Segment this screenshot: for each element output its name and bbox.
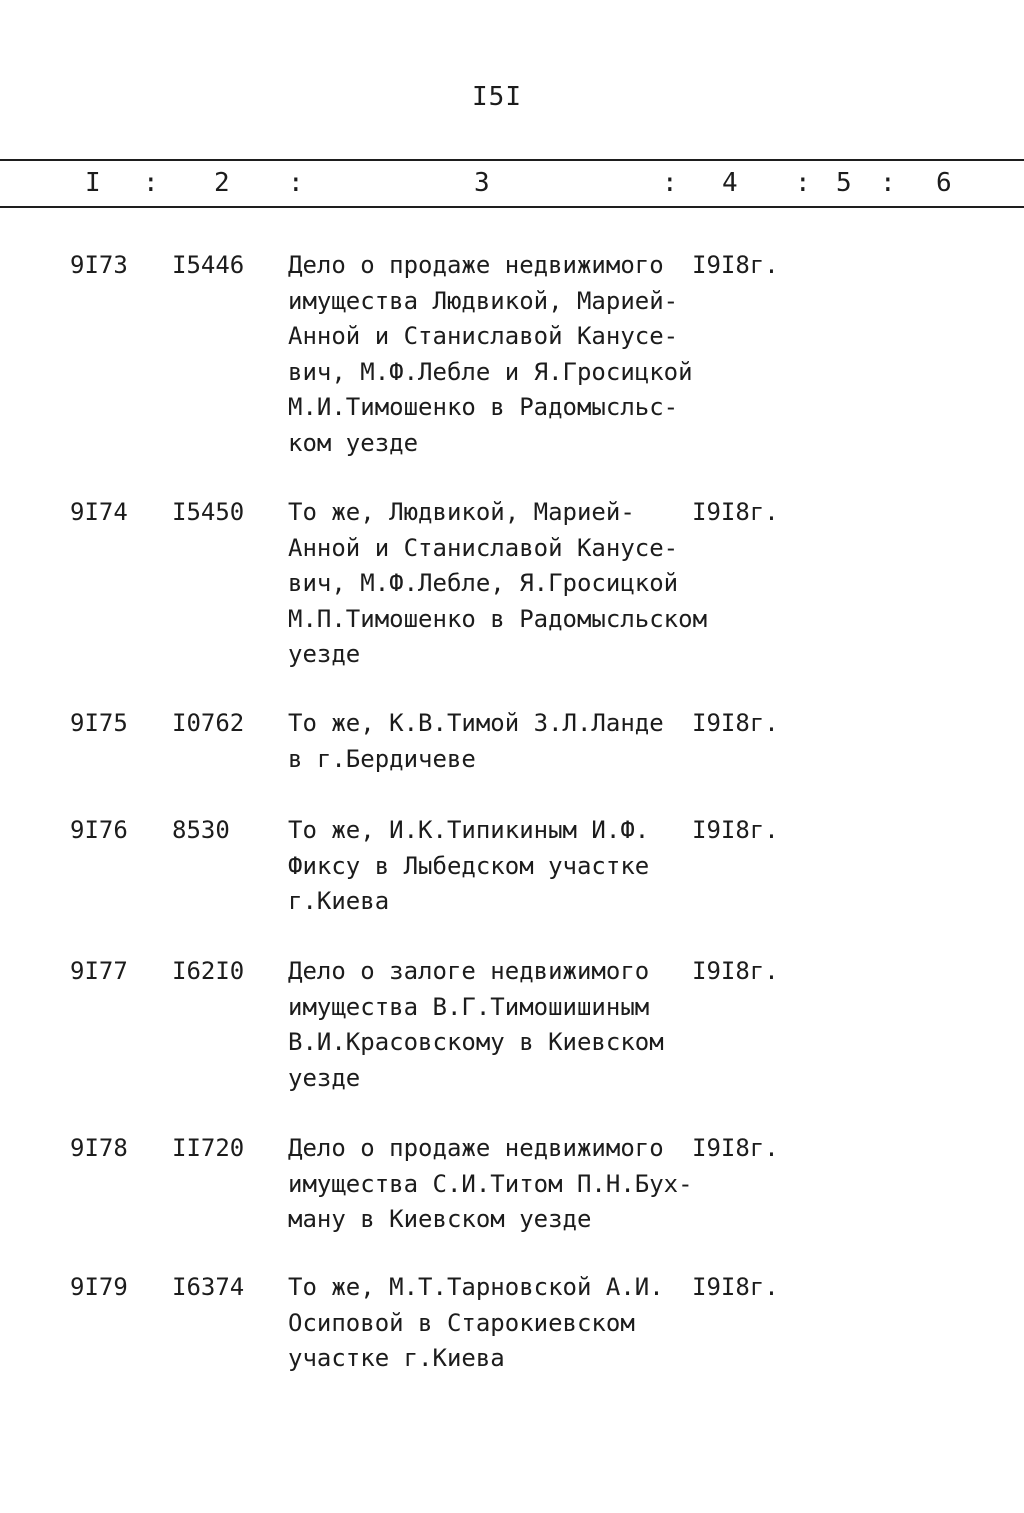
description-line: Анной и Станиславой Канусе-	[288, 322, 679, 350]
entry-number: 9I76	[70, 816, 128, 844]
column-separator: :	[288, 168, 304, 198]
entry-year: I9I8г.	[692, 816, 779, 844]
column-header-3: 3	[474, 168, 490, 198]
header-top-rule	[0, 159, 1024, 161]
description-line: Анной и Станиславой Канусе-	[288, 533, 679, 562]
entry-year: I9I8г.	[692, 251, 779, 279]
entry-reference: I62I0	[172, 957, 245, 985]
column-separator: :	[143, 168, 159, 198]
column-header-1: I	[85, 168, 101, 198]
description-line: То же, К.В.Тимой З.Л.Ланде	[288, 709, 664, 737]
column-header-row	[0, 168, 1024, 198]
description-line: имущества Людвикой, Марией-	[288, 286, 679, 315]
description-line: уезде	[288, 1063, 361, 1092]
description-line: имущества С.И.Титом П.Н.Бух-	[288, 1169, 693, 1198]
column-header-5: 5	[836, 168, 852, 198]
description-line: ману в Киевском уезде	[288, 1205, 592, 1233]
description-line: Фиксу в Лыбедском участке	[288, 851, 650, 880]
description-line: Осиповой в Старокиевском	[288, 1308, 635, 1337]
entry-reference: I5450	[172, 498, 245, 526]
entry-year: I9I8г.	[692, 498, 779, 526]
description-line: в г.Бердичеве	[288, 744, 476, 773]
entry-number: 9I77	[70, 957, 128, 985]
entry-description	[288, 1270, 728, 1377]
column-header-2: 2	[214, 168, 230, 198]
description-line: Дело о продаже недвижимого	[288, 251, 664, 279]
description-line: То же, И.К.Типикиным И.Ф.	[288, 816, 650, 844]
page-number: I5I	[472, 82, 522, 112]
entry-description	[288, 954, 728, 1096]
entry-reference: II720	[172, 1134, 245, 1162]
entry-year: I9I8г.	[692, 1273, 779, 1301]
entry-number: 9I74	[70, 498, 128, 526]
entry-description	[288, 1131, 728, 1238]
description-line: Дело о залоге недвижимого	[288, 957, 650, 985]
column-separator: :	[795, 168, 811, 198]
column-header-4: 4	[722, 168, 738, 198]
entry-description	[288, 248, 728, 461]
description-line: То же, М.Т.Тарновской А.И.	[288, 1273, 664, 1301]
column-separator: :	[880, 168, 896, 198]
description-line: вич, М.Ф.Лебле, Я.Гросицкой	[288, 569, 679, 597]
entry-number: 9I73	[70, 251, 128, 279]
column-separator: :	[662, 168, 678, 198]
entry-year: I9I8г.	[692, 709, 779, 737]
description-line: имущества В.Г.Тимошишиным	[288, 992, 650, 1021]
entry-reference: I0762	[172, 709, 245, 737]
description-line: г.Киева	[288, 887, 390, 915]
description-line: В.И.Красовскому в Киевском	[288, 1028, 664, 1056]
entry-reference: 8530	[172, 816, 230, 844]
entry-number: 9I78	[70, 1134, 128, 1162]
description-line: вич, М.Ф.Лебле и Я.Гросицкой	[288, 357, 693, 386]
description-line: То же, Людвикой, Марией-	[288, 498, 635, 526]
entry-description	[288, 495, 728, 673]
entry-year: I9I8г.	[692, 957, 779, 985]
description-line: М.И.Тимошенко в Радомысльс-	[288, 393, 679, 421]
entry-description	[288, 813, 728, 920]
description-line: ком уезде	[288, 428, 419, 457]
column-header-6: 6	[936, 168, 952, 198]
entry-description	[288, 706, 728, 777]
entry-reference: I6374	[172, 1273, 245, 1301]
description-line: М.П.Тимошенко в Радомысльском	[288, 604, 708, 633]
description-line: участке г.Киева	[288, 1344, 505, 1372]
description-line: Дело о продаже недвижимого	[288, 1134, 664, 1162]
entry-number: 9I75	[70, 709, 128, 737]
entry-reference: I5446	[172, 251, 245, 279]
header-bottom-rule	[0, 206, 1024, 208]
entry-year: I9I8г.	[692, 1134, 779, 1162]
entry-number: 9I79	[70, 1273, 128, 1301]
description-line: уезде	[288, 640, 361, 668]
